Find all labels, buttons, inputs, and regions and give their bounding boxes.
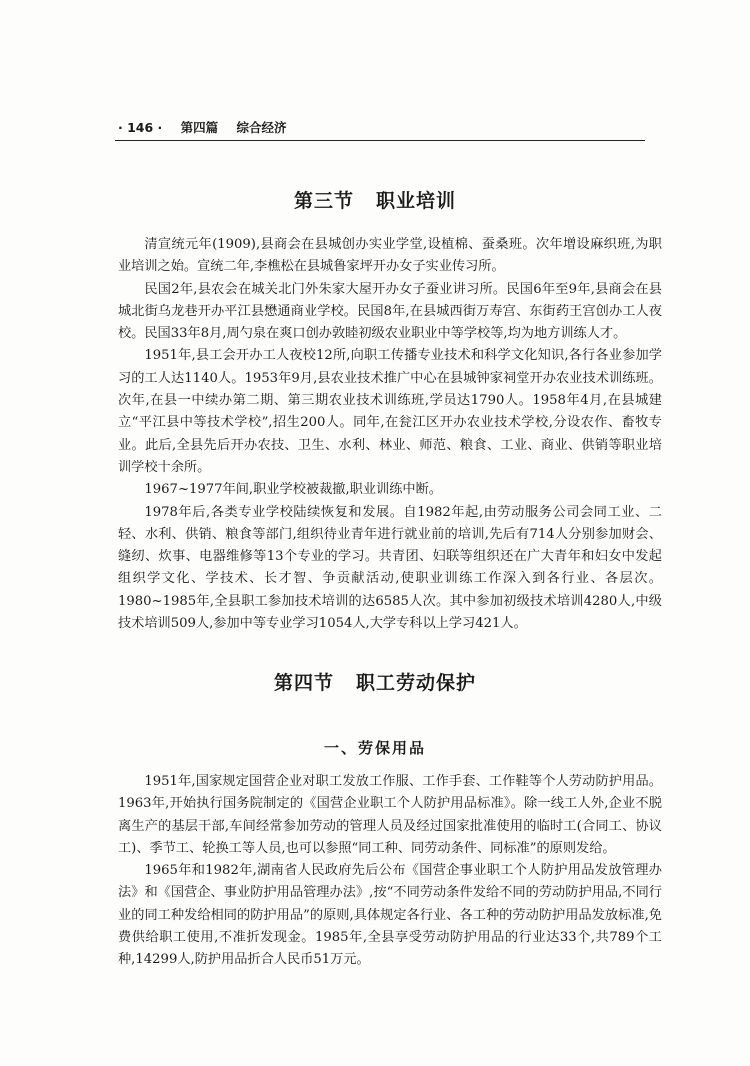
section-3-heading [0, 186, 750, 213]
paragraph: 1978年后,各类专业学校陆续恢复和发展。自1982年起,由劳动服务公司会同工业、二轻、水利、供销、粮食等部门,组织待业青年进行就业前的培训,先后有714人分别参加财会、缝纫、炊事、电器维修等13个专业的学习。共青团、妇联等组织还在广大青年和妇女中发起组织学文化、学技术、长才智、争贡献活动,使职业训练工作深入到各行业、各层次。1980~1985年,全县职工参加技术培训的达6585人次。其中参加初级技术培训4280人,中级技术培训509人,参加中等专业学习1054人,大学专科以上学习421人。 [118, 504, 662, 632]
running-head [118, 118, 638, 136]
paragraph: 1965年和1982年,湖南省人民政府先后公布《国营企事业职工个人防护用品发放管理办法》和《国营企、事业防护用品管理办法》,按“不同劳动条件发给不同的劳动防护用品,不同行业的同工种发给相同的防护用品”的原则,具体规定各行业、各工种的劳动防护用品发放标准,免费供给职工使用,不准折发现金。1985年,全县享受劳动防护用品的行业达33个,共789个工种,14299人,防护用品折合人民币51万元。 [118, 863, 662, 968]
paragraph: 1967~1977年间,职业学校被裁撤,职业训练中断。 [144, 482, 442, 498]
page-number: · 146 · [118, 120, 163, 135]
part-number: 第四篇 [180, 120, 219, 135]
section-4-heading [0, 668, 750, 695]
section-3-title: 职业培训 [376, 190, 457, 212]
paragraph: 清宣统元年(1909),县商会在县城创办实业学堂,设植棉、蚕桑班。次年增设麻织班,为职业培训之始。宣统二年,李樵松在县城鲁家坪开办女子实业传习所。 [118, 237, 662, 275]
paragraph: 1951年,国家规定国营企业对职工发放工作服、工作手套、工作鞋等个人劳动防护用品。1963年,开始执行国务院制定的《国营企业职工个人防护用品标准》。除一线工人外,企业不脱离生产的基层干部,车间经常参加劳动的管理人员及经过国家批准使用的临时工(合同工、协议工)、季节工、轮换工等人员,也可以参照“同工种、同劳动条件、同标准”的原则发给。 [118, 774, 662, 856]
subsection-title: 一、劳保用品 [323, 739, 426, 757]
section-4-body [118, 771, 662, 972]
section-3-body [118, 234, 662, 635]
section-4-number: 第四节 [273, 672, 334, 694]
header-rule [115, 140, 645, 141]
paragraph: 民国2年,县农会在城关北门外朱家大屋开办女子蚕业讲习所。民国6年至9年,县商会在县城北街乌龙巷开办平江县懋通商业学校。民国8年,在县城西街万寿宫、东街药王宫创办工人夜校。民国33年8月,周勺泉在爽口创办敦睦初级农业职业中等学校等,均为地方训练人才。 [118, 281, 662, 342]
paragraph: 1951年,县工会开办工人夜校12所,向职工传播专业技术和科学文化知识,各行各业参加学习的工人达1140人。1953年9月,县农业技术推广中心在县城钟家祠堂开办农业技术训练班。次年,在县一中续办第二期、第三期农业技术训练班,学员达1790人。1958年4月,在县城建立“平江县中等技术学校”,招生200人。同年,在瓮江区开办农业技术学校,分设农作、畜牧专业。此后,全县先后开办农技、卫生、水利、林业、师范、粮食、工业、商业、供销等职业培训学校十余所。 [118, 348, 662, 475]
section-4-title: 职工劳动保护 [356, 672, 477, 694]
section-3-number: 第三节 [293, 190, 354, 212]
part-title: 综合经济 [236, 120, 287, 135]
